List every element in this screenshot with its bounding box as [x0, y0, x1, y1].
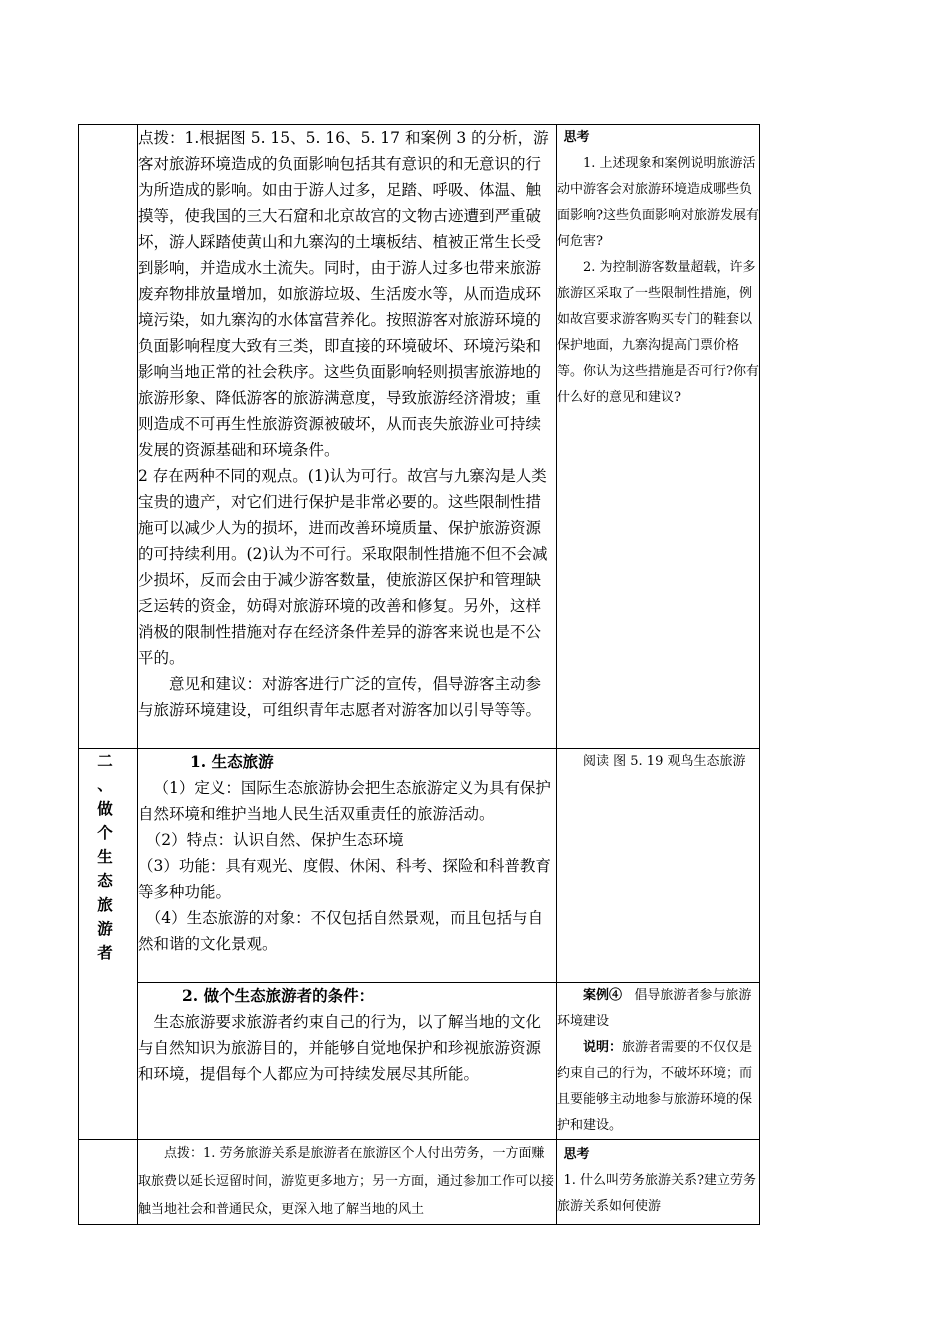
- section-label-line: 旅 游: [97, 896, 125, 938]
- question-1: 1. 上述现象和案例说明旅游活动中游客会对旅游环境造成哪些负面影响?这些负面影响对旅游发展有何危害?: [557, 156, 759, 249]
- reading-note: 阅读 图 5. 19 观鸟生态旅游: [583, 754, 746, 769]
- conditions-cell: [138, 983, 557, 1140]
- note-label: 说明：: [583, 1040, 623, 1055]
- table-row: [79, 1140, 760, 1225]
- section-label-line: 二 、: [97, 752, 125, 794]
- analysis-cell: [138, 1140, 557, 1225]
- section-heading: 1. 生态旅游: [190, 752, 274, 771]
- section-label-line: 做 个: [97, 800, 125, 842]
- table-row: [79, 749, 760, 983]
- question-1: 1. 什么叫劳务旅游关系?建立劳务旅游关系如何使游: [557, 1173, 757, 1214]
- section-label-line: 者: [97, 944, 125, 962]
- section-label-cell-empty: [79, 1140, 138, 1225]
- section-label-cell: [79, 749, 138, 1140]
- eco-tourism-cell: [138, 749, 557, 983]
- question-2: 2. 为控制游客数量超载，许多旅游区采取了一些限制性措施，例如故宫要求游客购买专门的鞋套以保护地面，九寨沟提高门票价格等。你认为这些措施是否可行?你有什么好的意见和建议?: [557, 260, 759, 405]
- analysis-paragraph-2: 2 存在两种不同的观点。(1)认为可行。故宫与九寨沟是人类宝贵的遗产，对它们进行保护是非常必要的。这些限制性措施可以减少人为的损坏，进而改善环境质量、保护旅游资源的可持续利用。(2)认为不可行。采取限制性措施不但不会减少损坏，反而会由于减少游客数量，使旅游区保护和管理缺乏运转的资金，妨碍对旅游环境的改善和修复。另外，这样消极的限制性措施对存在经济条件差异的游客来说也是不公平的。: [138, 467, 548, 667]
- analysis-paragraph-1: 点拨：1.根据图 5. 15、5. 16、5. 17 和案例 3 的分析，游客对旅游环境造成的负面影响包括其有意识的和无意识的行为所造成的影响。如由于游人过多，足踏、呼吸、体温、触摸等，使我国的三大石窟和北京故宫的文物古迹遭到严重破坏，游人踩踏使黄山和九寨沟的土壤板结、植被正常生长受到影响，并造成水土流失。同时，由于游人过多也带来旅游废弃物排放量增加，如旅游垃圾、生活废水等，从而造成环境污染，如九寨沟的水体富营养化。按照游客对旅游环境的负面影响程度大致有三类，即直接的环境破坏、环境污染和影响当地正常的社会秩序。这些负面影响轻则损害旅游地的旅游形象、降低游客的旅游满意度，导致旅游经济滑坡；重则造成不可再生性旅游资源被破坏，从而丧失旅游业可持续发展的资源基础和环境条件。: [138, 129, 549, 459]
- conditions-text: 生态旅游要求旅游者约束自己的行为，以了解当地的文化与自然知识为旅游目的，并能够自觉地保护和珍视旅游资源和环境，提倡每个人都应为可持续发展尽其所能。: [138, 1013, 542, 1083]
- think-note-cell: [557, 1140, 760, 1225]
- function-item: （3）功能：具有观光、度假、休闲、科考、探险和科普教育等多种功能。: [138, 857, 551, 901]
- case-title: 倡导旅游者参与旅游环境建设: [557, 988, 752, 1029]
- note-text: 旅游者需要的不仅仅是约束自己的行为，不破坏环境；而且要能够主动地参与旅游环境的保护和建设。: [557, 1040, 753, 1133]
- side-title: 思考: [563, 1147, 590, 1162]
- main-content-cell: [138, 125, 557, 749]
- case-label: 案例④: [583, 988, 623, 1003]
- lesson-table: [78, 124, 760, 1225]
- object-item: （4）生态旅游的对象：不仅包括自然景观，而且包括与自然和谐的文化景观。: [138, 909, 544, 953]
- suggestion-paragraph: 意见和建议：对游客进行广泛的宣传，倡导游客主动参与旅游环境建设，可组织青年志愿者对游客加以引导等等。: [138, 675, 542, 719]
- feature-item: （2）特点：认识自然、保护生态环境: [145, 831, 404, 849]
- definition-item: （1）定义：国际生态旅游协会把生态旅游定义为具有保护自然环境和维护当地人民生活双重责任的旅游活动。: [138, 779, 551, 823]
- table-row: [79, 983, 760, 1140]
- table-row: [79, 125, 760, 749]
- section-heading: 2. 做个生态旅游者的条件：: [182, 986, 375, 1005]
- section-label-cell-empty: [79, 125, 138, 749]
- analysis-text: 点拨：1. 劳务旅游关系是旅游者在旅游区个人付出劳务，一方面赚取旅费以延长逗留时间，游览更多地方；另一方面，通过参加工作可以接触当地社会和普通民众，更深入地了解当地的风土: [138, 1146, 555, 1217]
- reading-note-cell: [557, 749, 760, 983]
- section-label-line: 生 态: [97, 848, 125, 890]
- case-note-cell: [557, 983, 760, 1140]
- side-title: 思考: [563, 130, 590, 145]
- side-note-cell: [557, 125, 760, 749]
